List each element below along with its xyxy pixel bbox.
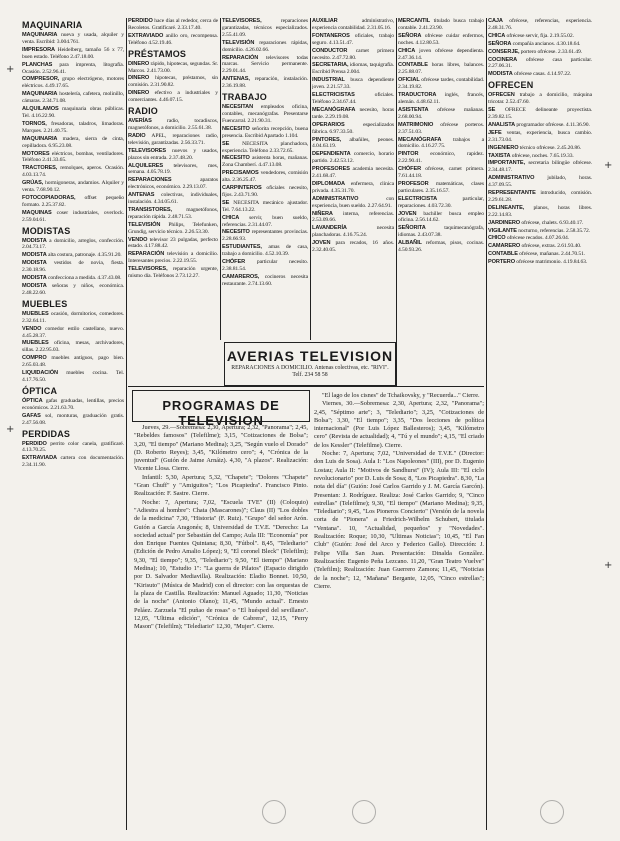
classified-ad: COMPRESOR, grupo electrógeno, motores eléctricos. 4.49.17.65. bbox=[22, 76, 124, 90]
classified-ad: JEFE ventas, experiencia, busca cambio. 2.31.73.04. bbox=[488, 129, 592, 143]
section-heading: MUEBLES bbox=[22, 298, 68, 309]
classified-ad: ALQUILERES televisores, mes, semana. 4.05.78.19. bbox=[128, 162, 218, 176]
classified-ad: RADIO APEL, reparaciones radio, televisión, garantizadas. 2.56.33.71. bbox=[128, 132, 218, 146]
watermark-stamp-icon bbox=[262, 800, 286, 824]
classified-ad: DINERO efectivo a industriales y comerciantes. 4.46.07.15. bbox=[128, 90, 218, 104]
classified-ad: CAJA ofrécese, referencias, experiencia. 2.48.31.76. bbox=[488, 18, 592, 31]
classified-ad: FONTANEROS oficiales, trabajo seguro. 4.13.51.47. bbox=[312, 32, 394, 46]
classified-ad: ANTENAS, reparación, instalación. 2.36.19.88. bbox=[222, 76, 308, 90]
classified-ad: NECESITO señorita recepción, buena presencia. Escribid Apartado 1.104. bbox=[222, 125, 308, 139]
classified-ad: SEÑORA ofrécese cuidar enfermos, noches. 4.12.80.53. bbox=[398, 32, 484, 46]
classified-ad: PORTERO ofrécese matrimonio. 4.19.84.63. bbox=[488, 259, 588, 266]
classified-ad: MODISTA a domicilio, arreglos, confección. 2.04.73.17. bbox=[22, 237, 124, 251]
classified-ad: CHICA servir, buen sueldo, referencias. 2.31.44.07. bbox=[222, 214, 308, 228]
classified-ad: IMPORTANTE, secretaria bilingüe ofrécese. 2.34.48.17. bbox=[488, 160, 592, 174]
classified-ad: INGENIERO técnico ofrécese. 2.45.20.86. bbox=[488, 144, 582, 151]
classified-ad: CONDUCTOR carnet primera necesito. 2.47.72.80. bbox=[312, 47, 394, 61]
section-rule bbox=[128, 386, 484, 387]
classified-ad: ADMINISTRATIVO con experiencia, buen sueldo. 2.27.64.91. bbox=[312, 195, 394, 209]
margin-crosshair-icon: + bbox=[604, 560, 613, 571]
classified-ad: PRECISAMOS vendedores, comisión alta. 2.36.25.47. bbox=[222, 170, 308, 184]
classified-ad: REPARACIÓN televisión a domicilio. Interesantes precios. 2.22.19.55. bbox=[128, 251, 218, 265]
classified-ad: CARPINTEROS oficiales necesito, fijos. 2.43.71.90. bbox=[222, 185, 308, 198]
classified-ad: CAMAREROS, cocineros necesita restaurante. 2.74.13.60. bbox=[222, 273, 308, 287]
tv-programs-header bbox=[132, 390, 310, 428]
classified-ad: MAQUINAS coser industriales, overlock. 2.59.04.61. bbox=[22, 209, 124, 223]
classified-ad: JOVEN para recados, 16 años. 2.32.40.05. bbox=[312, 240, 394, 254]
section-heading: PERDIDAS bbox=[22, 428, 71, 439]
classified-ad: MECANÓGRAFA trabajos a domicilio. 4.16.27.75. bbox=[398, 136, 484, 150]
classified-ad: VENDO comedor estilo castellano, nuevo. 4.45.28.37. bbox=[22, 325, 124, 339]
classified-ad: REPARACIONES aparatos electrónicos, económico. 2.29.13.07. bbox=[128, 177, 218, 191]
classified-ad: TORNOS, fresadoras, taladros, limadoras. Marques. 2.21.40.75. bbox=[22, 120, 124, 134]
watermark-stamp-icon bbox=[540, 800, 564, 824]
tv-programs-column-b bbox=[314, 392, 484, 828]
program-listing: Infantil: 5,30, Apertura; 5,32, "Chapete"; "Dolores "Chapete" "Gran Chuff" y "Amiguitos"; "Los Picapiedra". Francisco Pinto. Realización: F. Sastre. Cierre. bbox=[134, 473, 308, 498]
classified-ad: SECRETARIA, idiomas, taquigrafía. Escribid Prensa 2.004. bbox=[312, 62, 394, 76]
classified-ad: CHICA joven ofrécese dependienta. 2.47.36.14. bbox=[398, 47, 484, 61]
classified-ad: GAFAS sol, monturas, graduación gratis. 2.47.56.08. bbox=[22, 412, 124, 426]
classified-ad: CHÓFER particular necesito. 2.38.81.54. bbox=[222, 259, 308, 272]
classified-ad: CAMARERO ofrécese, extras. 2.61.93.40. bbox=[488, 243, 582, 250]
classified-ad: PINTORES, albañiles, peones. 4.04.63.19. bbox=[312, 136, 394, 150]
classified-ad: TELEVISIÓN Philips, Telefunken, Grundig, servicio técnico. 2.26.53.30. bbox=[128, 221, 218, 235]
classified-ad: VENDO televisor 23 pulgadas, perfecto estado. 4.17.88.42. bbox=[128, 236, 218, 250]
classified-ad: DINERO hipotecas, préstamos, sin comisión. 2.31.90.82. bbox=[128, 75, 218, 89]
classified-ad: LIQUIDACIÓN muebles cocina. Tel. 4.17.76.50. bbox=[22, 370, 124, 383]
classified-ad: ÓPTICA gafas graduadas, lentillas, precios económicos. 2.21.63.70. bbox=[22, 397, 124, 411]
section-heading: OFRECEN bbox=[488, 80, 534, 91]
classified-ad: CONTABLE horas libres, balances. 2.25.88.07. bbox=[398, 62, 484, 76]
classified-ad: MERCANTIL titulado busca trabajo contable. 2.41.23.90. bbox=[398, 18, 484, 31]
classified-ad: IMPRESORA Heidelberg, tamaño 56 x 77, buen estado. Teléfono 2.47.18.00. bbox=[22, 46, 124, 60]
program-listing: Viernes, 30.—Sobremesa: 2,30, Apertura; 2,32, "Panorama"; 2,45, "Séptimo arte"; 3, "Telediario"; 3,25, "Cotizaciones de Bolsa"; 3,30, "El tiempo"; 3,35, "Dos lecciones de política internacional" (Por Luis López Ballesteros); 3,45, "Kilómetro cero" (Revista de actualidad); 4, "Tú y el mundo"; 4,15, "El criado de los Kessler" (Telefilme). Cierre. bbox=[314, 400, 484, 449]
program-listing: "El lago de los cisnes" de Tchaikovsky, y "Recuerda..." Cierre. bbox=[322, 392, 480, 399]
classified-ad: PLANCHAS para imprenta, litografía. Ocasión. 2.52.96.41. bbox=[22, 61, 124, 75]
classified-ad: LAVANDERÍA necesita planchadoras. 4.16.75.24. bbox=[312, 225, 394, 239]
classified-ad: ELECTRICISTA particular, reparaciones. 4.03.72.30. bbox=[398, 195, 484, 209]
classified-ad: PERDIDO hace días al rededor, cerca de Recoletos. Gratificaré. 2.33.17.40. bbox=[128, 18, 218, 31]
classified-ad: CONTABLE ofrécese, mañanas. 2.44.70.51. bbox=[488, 251, 586, 258]
classified-ad: MOTORES eléctricos, bombas, ventiladores. Teléfono 2.41.33.65. bbox=[22, 150, 124, 164]
margin-crosshair-icon: + bbox=[6, 424, 15, 435]
classified-ad: MODISTA ofrécese casas. 4.14.97.22. bbox=[488, 71, 572, 78]
classified-ad: VIGILANTE nocturno, referencias. 2.58.35.72. bbox=[488, 227, 591, 234]
classified-ad: TELEVISORES nuevos y usados, plazos sin entrada. 2.37.48.20. bbox=[128, 147, 218, 161]
classified-ad: SEÑORA compañía ancianos. 4.30.18.64. bbox=[488, 40, 581, 47]
tv-repair-title: AVERIAS TELEVISION bbox=[226, 348, 394, 364]
classified-ad: EXTRAVIADA cartera con documentación. 2.34.11.90. bbox=[22, 455, 124, 469]
classified-ad: NIÑERA interna, referencias. 2.53.09.66. bbox=[312, 210, 394, 224]
classified-ad: REPRESENTANTE introducido, comisión. 2.29.61.28. bbox=[488, 190, 592, 203]
classified-ad: ASISTENTA ofrécese mañanas. 2.68.00.94. bbox=[398, 106, 484, 120]
classified-ad: ADMINISTRATIVO jubilado, horas. 4.37.09.55. bbox=[488, 175, 592, 189]
classified-column-3 bbox=[222, 18, 308, 340]
column-rule bbox=[396, 18, 397, 386]
classified-column-4 bbox=[312, 18, 394, 340]
section-heading: MAQUINARIA bbox=[22, 20, 83, 30]
classified-ad: ALQUILAMOS maquinaria obras públicas. Tel. 4.16.22.90. bbox=[22, 106, 124, 119]
classified-ad: ANTENAS colectivas, individuales, instalación. 4.34.05.61. bbox=[128, 192, 218, 206]
classified-ad: MODISTA confecciona a medida. 4.37.43.08. bbox=[22, 275, 122, 282]
classified-ad: ESTUDIANTES, amas de casa, trabajo a domicilio. 4.52.10.39. bbox=[222, 244, 308, 258]
classified-ad: COCINERA ofrécese casa particular. 2.27.06.31. bbox=[488, 56, 592, 70]
classified-ad: SE NECESITA planchadora, experiencia. Teléfono 2.33.72.65. bbox=[222, 140, 308, 154]
classified-ad: PINTOR económico, rapidez. 2.22.90.41. bbox=[398, 151, 484, 165]
classified-ad: CHICO ofrécese recados. 4.07.26.04. bbox=[488, 235, 570, 242]
classified-ad: CHICA ofrécese servir, fija. 2.19.55.02. bbox=[488, 32, 574, 39]
program-listing: Noche: 7, Apertura; 7,02, "Escuela TVE" (II) (Coloquio) "Adiestra al hombre": Chata (Mascarones)"; Claus (II) "Los dobles de la medicina" 7,30, "Historia" (F. Ruiz). "Grupo" del señor Arón. Guión a García Aragonés; 8, Universidad de T.V.E. "Derecho: La sociedad actual" por Sebastián del Campo; Aula III: "Economía" por don Enrique Fuentes Quintana; 8,30, "Fútbol". 8,45, "Telediario" (Edición de Pedro Amalio López); 9, "El coronel Bleck" (Telefilm); 9,30, "El tiempo"; 9,35, "Telediario"; 9,50, "El tiempo" (Mariano Medina); 10, "Estudio 1": "La guerra de Pilatos" (Espacio dirigido por D. Salvador Mediavilla). Realización: Eladio Bonnet. 10,50, "Kirisuto" (Música de Madrid) con el director: con las orquestas de la plaza de Castilla. Realización: Manuel Aguado; 11,30, "Noticias de la noche" (Antonio Olano); 11,45, "Mundo actual". Ernesto Peláez. Zarzuela "El puñao de rosas" o "El huésped del sevillano". 12,05, "Ultima edición", "Crónica de Cabrera", 12,15, "Perry Mason" (Telefilm); "Telediario" 12,30, "Mujer". Cierre. bbox=[134, 498, 308, 631]
classified-ad: MAQUINARIA hostelería, cafetera, molinillo, cámaras. 2.34.71.08. bbox=[22, 91, 124, 105]
classified-ad: PROFESOR matemáticas, clases particulares. 2.35.16.57. bbox=[398, 180, 484, 194]
tv-programs-title: PROGRAMAS DE TELEVISION bbox=[162, 398, 280, 428]
classified-column-2 bbox=[128, 18, 218, 386]
margin-crosshair-icon: + bbox=[6, 64, 15, 75]
tv-repair-subtitle: REPARACIONES A DOMICILIO. Antenas colectivas, etc. "RIVI". Telf. 234 58 58 bbox=[231, 365, 389, 378]
section-heading: TRABAJO bbox=[222, 92, 267, 103]
classified-column-5 bbox=[398, 18, 484, 386]
classified-ad: OFRECEN trabajo a domicilio, máquina tricotar. 2.52.47.60. bbox=[488, 92, 592, 106]
classified-ad: COMPRO muebles antiguos, pago bien. 2.65.03.48. bbox=[22, 355, 124, 369]
section-heading: ÓPTICA bbox=[22, 385, 58, 396]
classified-ad: CHÓFER ofrécese, carnet primera. 7.61.44.18. bbox=[398, 166, 484, 180]
classified-ad: DEPENDIENTA comercio, horario partido. 2.42.53.12. bbox=[312, 151, 394, 165]
watermark-stamp-icon bbox=[352, 800, 376, 824]
classified-ad: MODISTA señoras y niños, económica. 2.48.22.60. bbox=[22, 283, 124, 296]
classified-ad: TRANSISTORES, magnetófonos, reparación rápida. 2.48.71.53. bbox=[128, 206, 218, 220]
classified-ad: OPERARIOS especializados fábrica. 6.97.33.50. bbox=[312, 121, 394, 135]
classified-ad: MUEBLES oficina, mesas, archivadores, sillas. 2.22.95.03. bbox=[22, 340, 124, 354]
classified-ad: MODISTA vestidos de novia, fiesta. 2.30.18.96. bbox=[22, 260, 124, 274]
classified-ad: SE OFRECE delineante proyectista. 2.39.82.15. bbox=[488, 107, 592, 120]
classified-ad: AVERÍAS radio, tocadiscos, magnetófonos, a domicilio. 2.55.61.38. bbox=[128, 118, 218, 131]
classified-ad: OFICIAL ofrécese tardes, contabilidad. 2.34.19.82. bbox=[398, 77, 484, 91]
classified-ad: TELEVISORES, reparación urgente, mismo día. Teléfonos 2.73.12.27. bbox=[128, 266, 218, 280]
column-rule bbox=[220, 18, 221, 340]
classified-ad: TRADUCTORA inglés, francés, alemán. 4.48.62.11. bbox=[398, 92, 484, 105]
classified-ad: TRACTORES, remolques, aperos. Ocasión. 4.03.13.74. bbox=[22, 165, 124, 179]
classified-ad: DELINEANTE, planos, horas libres. 2.22.14.83. bbox=[488, 204, 592, 218]
classified-ad: INDUSTRIAL busca dependiente joven. 2.21.57.33. bbox=[312, 77, 394, 91]
classified-ad: SE NECESITA mecánico ajustador. Tel. 7.64.13.22. bbox=[222, 199, 308, 213]
classified-ad: MAQUINARIA madera, sierra de cinta, cepilladora. 6.95.23.08. bbox=[22, 135, 124, 149]
classified-ad: REPARACIÓN televisores todas marcas. Servicio permanente. 2.29.01.44. bbox=[222, 54, 308, 75]
classified-ad: DINERO rápido, hipotecas, segundas. Sr. Marcos. 2.41.73.00. bbox=[128, 60, 218, 74]
classified-ad: MUEBLES ocasión, dormitorios, comedores. 2.32.64.11. bbox=[22, 310, 124, 324]
classified-ad: PROFESORES academia necesita. 2.41.68.47. bbox=[312, 166, 394, 180]
classified-ad: TELEVISORES, reparaciones garantizadas, técnicos especializados. 2.55.41.09. bbox=[222, 18, 308, 38]
column-rule bbox=[310, 18, 311, 340]
classified-ad: EXTRAVIADO anillo oro, recompensa. Teléfono 4.52.19.46. bbox=[128, 32, 218, 46]
tv-programs-column-a bbox=[134, 424, 308, 828]
column-rule bbox=[486, 18, 487, 830]
classified-ad: DIPLOMADA enfermera, clínica privada. 4.35.31.70. bbox=[312, 180, 394, 194]
section-heading: MODISTAS bbox=[22, 225, 71, 236]
classified-ad: TAXISTA ofrécese, noches. 7.65.19.33. bbox=[488, 152, 574, 159]
classified-ad: NECESITO representantes provincias. 2.28.66.93. bbox=[222, 229, 308, 243]
classified-ad: ANALISTA programador ofrécese. 4.11.36.90. bbox=[488, 121, 590, 128]
classified-ad: GRÚAS, hormigoneras, andamios. Alquiler y venta. 7.68.90.12. bbox=[22, 180, 124, 194]
classified-ad: MAQUINARIA nueva y usada, alquiler y venta. Escribid: 3.004.761. bbox=[22, 32, 124, 45]
classified-ad: TELEVISIÓN reparaciones rápidas, domicilio. 4.26.02.66. bbox=[222, 39, 308, 53]
margin-crosshair-icon: + bbox=[604, 160, 613, 171]
classified-column-6 bbox=[488, 18, 592, 830]
classified-ad: PERDIDO perrito color canela, gratificaré. 4.13.70.25. bbox=[22, 440, 124, 454]
program-listing: Jueves, 29.—Sobremesa: 2,30, Apertura; 2,32, "Panorama"; 2,45, "Rebeldes famosos" (Telefilme); 3,15, "Cotizaciones de Bolsa"; 3,20, "El tiempo" (Mariano Medina); 3,25, "Según vuelo el Dorado" (D. Roberto Reyes); 3,45, "Kilómetro cero"; 4, "Crónica de la juventud" (Guión de Jaime Arnáiz). 4,30, "A plazos". Realización: Vicente Llosa. Cierre. bbox=[134, 424, 308, 473]
classified-ad: ALBAÑIL reformas, pisos, cocinas. 4.50.93.26. bbox=[398, 240, 484, 254]
classified-ad: AUXILIAR administrativo, experiencia contabilidad. 2.31.05.16. bbox=[312, 18, 394, 31]
classified-ad: MECANÓGRAFA necesito, horas tarde. 2.29.19.08. bbox=[312, 106, 394, 120]
classified-ad: MATRIMONIO ofrécese porteros. 2.37.51.03. bbox=[398, 121, 484, 135]
section-heading: PRÉSTAMOS bbox=[128, 48, 187, 59]
classified-ad: ELECTRICISTAS oficiales. Teléfono 2.34.67.44. bbox=[312, 92, 394, 105]
classified-ad: JARDINERO ofrécese, chalets. 6.93.40.17. bbox=[488, 219, 584, 226]
program-listing: Noche: 7, Apertura; 7,02, "Universidad de T.V.E." (Director: don Luis de Sosa). Aula I: "Los Napoleones" (III), por D. Eugenio Lostau; Aula II: "Motivos de Sandhurst" (IV); Aula III: "El ciclo revolucionario" por D. Luis de Sosa; 8, "Los Picapiedra". 8,30, "La nota del día" (Guión: José Carlos Garrido y J. M. García Garcón). Presentan: J. Rodríguez. Realiza: José Carlos Garrido; 9, "Cinco estrellas" (Telefilme); 9,30, "El tiempo" (Mariano Medina); 9,35, "Telediario"; 9,45, "Los Pioneros Concierto" (Versión de la novela corta de "Pionera" a Friedrich-Wilhelm Schubert, titulada "Ventana". 10, "Actualidad, pequeños" y "Novedades". Realización: Roque; 10,30, "Ultimas Noticias"; 10,45, "El Fan Club" (Guión: José del Arco y Federico Gallo). Dirección: J. Felipe Villa San Juan. Presentación: Dinalda González. Realización: Eugenio Peña Lezcano. 11,20, "Gran Teatro Vuelve" (Telefilm); Realización: Juan Guerrero Zamora; 11,45, "Noticias de la noche"; 12, "Mañana" Bergante, 12,05, "Cinco estrellas"; Cierre. bbox=[314, 450, 484, 590]
section-heading: RADIO bbox=[128, 106, 158, 117]
classified-ad: CONSERJE, portero ofrécese. 2.33.61.49. bbox=[488, 48, 582, 55]
classified-ad: NECESITO asistenta horas, mañanas. Zona Chamberí. 4.47.13.08. bbox=[222, 155, 308, 169]
classified-column-1 bbox=[22, 18, 124, 830]
column-rule bbox=[126, 18, 127, 830]
tv-repair-banner bbox=[224, 342, 396, 386]
classified-ad: SEÑORITA taquimecanógrafa, idiomas. 2.43.07.38. bbox=[398, 225, 484, 239]
classified-ad: FOTOCOPIADORAS, offset pequeño formato. 2.25.37.82. bbox=[22, 194, 124, 208]
classified-ad: NECESITAN empleados oficina, contables, mecanógrafas. Presentarse Fuencarral. 2.21.90.31. bbox=[222, 104, 308, 124]
classified-ad: JOVEN bachiller busca empleo oficina. 2.56.14.62. bbox=[398, 210, 484, 224]
classified-ad: MODISTA alta costura, patronaje. 4.35.91.20. bbox=[22, 252, 122, 259]
